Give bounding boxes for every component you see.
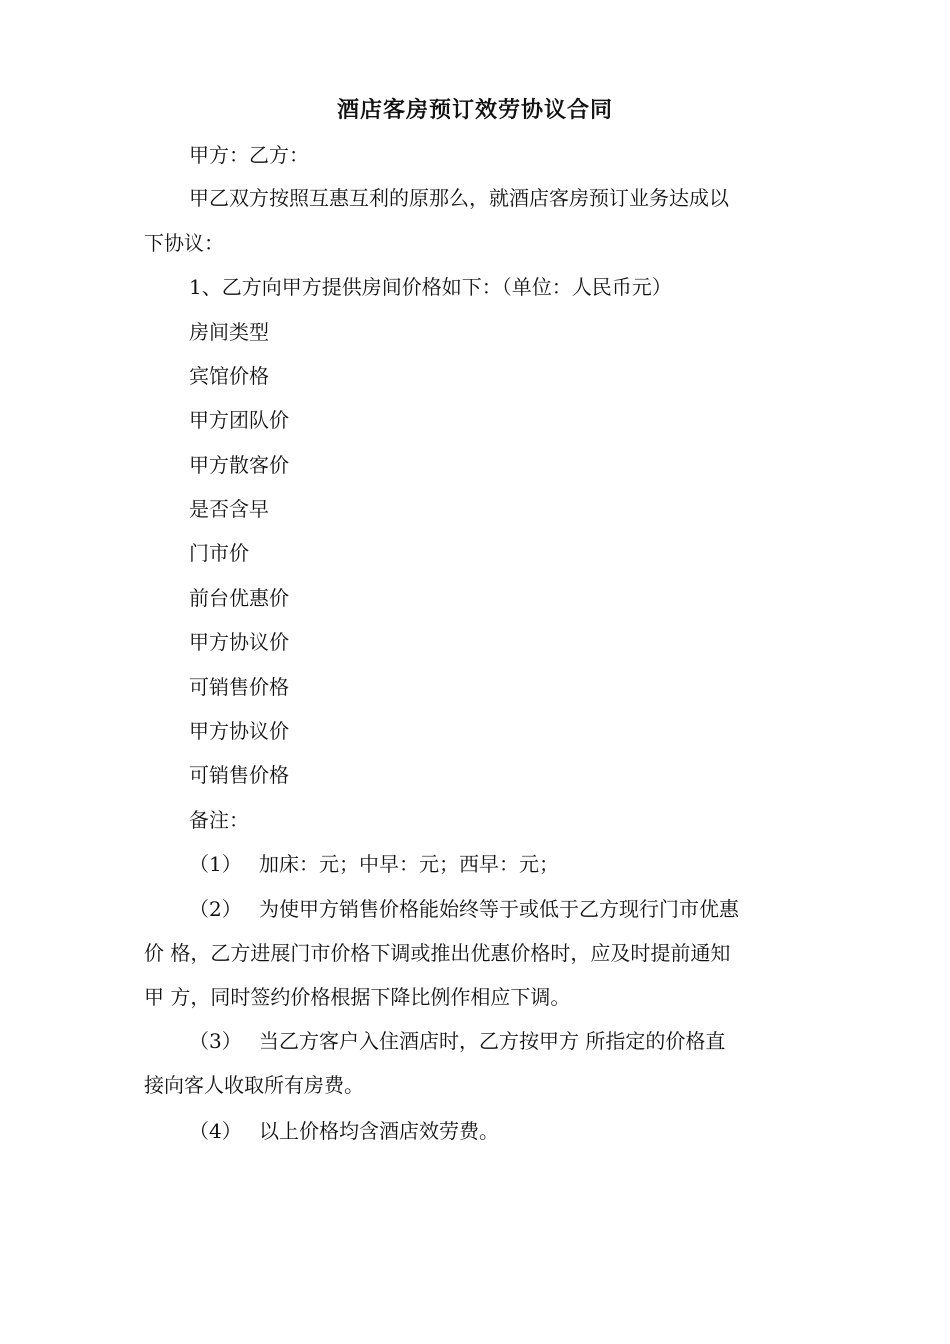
- note-3-line-2: 接向客人收取所有房费。: [144, 1073, 364, 1097]
- price-item: 甲方协议价: [189, 719, 289, 743]
- intro-line-1: 甲乙双方按照互惠互利的原那么，就酒店客房预订业务达成以: [189, 186, 729, 210]
- price-item: 甲方协议价: [189, 630, 289, 654]
- document-title: 酒店客房预订效劳协议合同: [336, 97, 613, 123]
- note-text: 加床：元；中早：元；西早：元；: [259, 852, 559, 876]
- clause-1: 1、乙方向甲方提供房间价格如下：（单位：人民币元）: [189, 275, 672, 299]
- price-item: 是否含早: [189, 497, 269, 521]
- price-item: 房间类型: [189, 320, 269, 344]
- note-text: 以上价格均含酒店效劳费。: [259, 1119, 499, 1143]
- note-3-line-1: [189, 1026, 725, 1056]
- price-item: 前台优惠价: [189, 586, 289, 610]
- note-text: 当乙方客户入住酒店时，乙方按甲方 所指定的价格直: [259, 1029, 726, 1053]
- note-number: （4）: [189, 1119, 242, 1143]
- price-item: 门市价: [189, 541, 249, 565]
- note-number: （2）: [189, 897, 242, 921]
- price-item: 甲方散客价: [189, 453, 289, 477]
- price-item: 可销售价格: [189, 675, 289, 699]
- note-4: [189, 1116, 499, 1146]
- intro-line-2: 下协议：: [144, 231, 224, 255]
- note-text: 为使甲方销售价格能始终等于或低于乙方现行门市优惠: [259, 897, 739, 921]
- note-1: [189, 849, 559, 879]
- note-number: （1）: [189, 852, 242, 876]
- note-2-line-1: [189, 894, 739, 924]
- remarks-label: 备注：: [189, 808, 249, 832]
- parties-line: 甲方：乙方：: [189, 143, 309, 167]
- note-2-line-3: 甲 方，同时签约价格根据下降比例作相应下调。: [144, 985, 571, 1009]
- note-2-line-2: 价 格，乙方进展门市价格下调或推出优惠价格时，应及时提前通知: [144, 941, 731, 965]
- price-item: 宾馆价格: [189, 364, 269, 388]
- price-item: 甲方团队价: [189, 408, 289, 432]
- price-item: 可销售价格: [189, 763, 289, 787]
- note-number: （3）: [189, 1029, 242, 1053]
